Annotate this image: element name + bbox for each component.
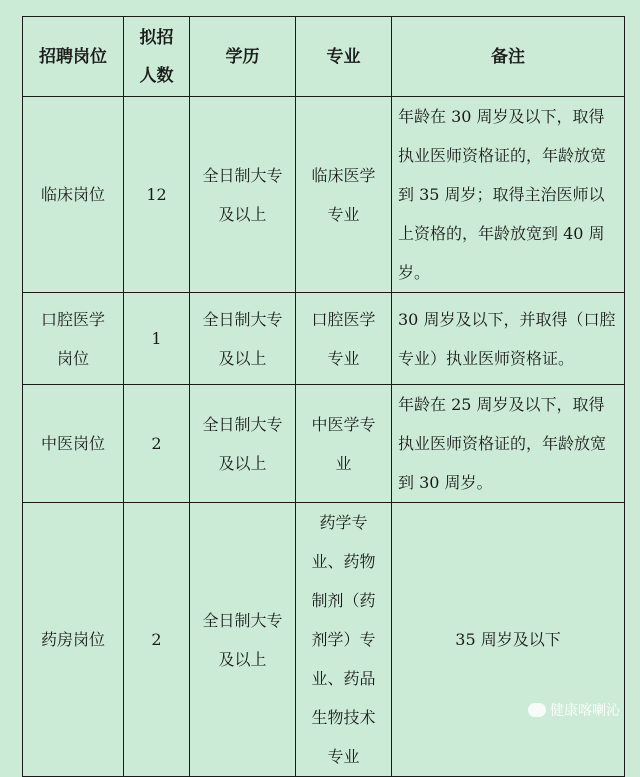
table-row bbox=[23, 503, 625, 777]
recruitment-table bbox=[22, 16, 625, 777]
cell-major: 中医学专业 bbox=[296, 385, 392, 503]
cell-position: 临床岗位 bbox=[23, 97, 124, 293]
cell-count: 1 bbox=[124, 293, 190, 385]
header-note: 备注 bbox=[392, 17, 625, 97]
cell-count: 2 bbox=[124, 385, 190, 503]
cell-note: 35 周岁及以下 bbox=[392, 503, 625, 777]
table-row bbox=[23, 293, 625, 385]
cell-education: 全日制大专及以上 bbox=[190, 385, 296, 503]
cell-count: 2 bbox=[124, 503, 190, 777]
cell-education: 全日制大专及以上 bbox=[190, 293, 296, 385]
cell-major: 药学专业、药物制剂（药剂学）专业、药品生物技术专业 bbox=[296, 503, 392, 777]
watermark bbox=[528, 700, 620, 720]
header-count: 拟招人数 bbox=[124, 17, 190, 97]
cell-position: 药房岗位 bbox=[23, 503, 124, 777]
cell-position: 口腔医学岗位 bbox=[23, 293, 124, 385]
cell-note: 年龄在 30 周岁及以下，取得执业医师资格证的，年龄放宽到 35 周岁；取得主治医师以上资格的，年龄放宽到 40 周岁。 bbox=[392, 97, 625, 293]
cell-major: 口腔医学专业 bbox=[296, 293, 392, 385]
cell-education: 全日制大专及以上 bbox=[190, 97, 296, 293]
table-row bbox=[23, 385, 625, 503]
cell-major: 临床医学专业 bbox=[296, 97, 392, 293]
table-header-row bbox=[23, 17, 625, 97]
table-row bbox=[23, 97, 625, 293]
cell-education: 全日制大专及以上 bbox=[190, 503, 296, 777]
header-major: 专业 bbox=[296, 17, 392, 97]
watermark-text: 健康喀喇沁 bbox=[550, 703, 620, 719]
wechat-icon bbox=[528, 703, 546, 717]
cell-count: 12 bbox=[124, 97, 190, 293]
header-position: 招聘岗位 bbox=[23, 17, 124, 97]
cell-note: 年龄在 25 周岁及以下，取得执业医师资格证的，年龄放宽到 30 周岁。 bbox=[392, 385, 625, 503]
cell-note: 30 周岁及以下，并取得（口腔专业）执业医师资格证。 bbox=[392, 293, 625, 385]
header-education: 学历 bbox=[190, 17, 296, 97]
cell-position: 中医岗位 bbox=[23, 385, 124, 503]
